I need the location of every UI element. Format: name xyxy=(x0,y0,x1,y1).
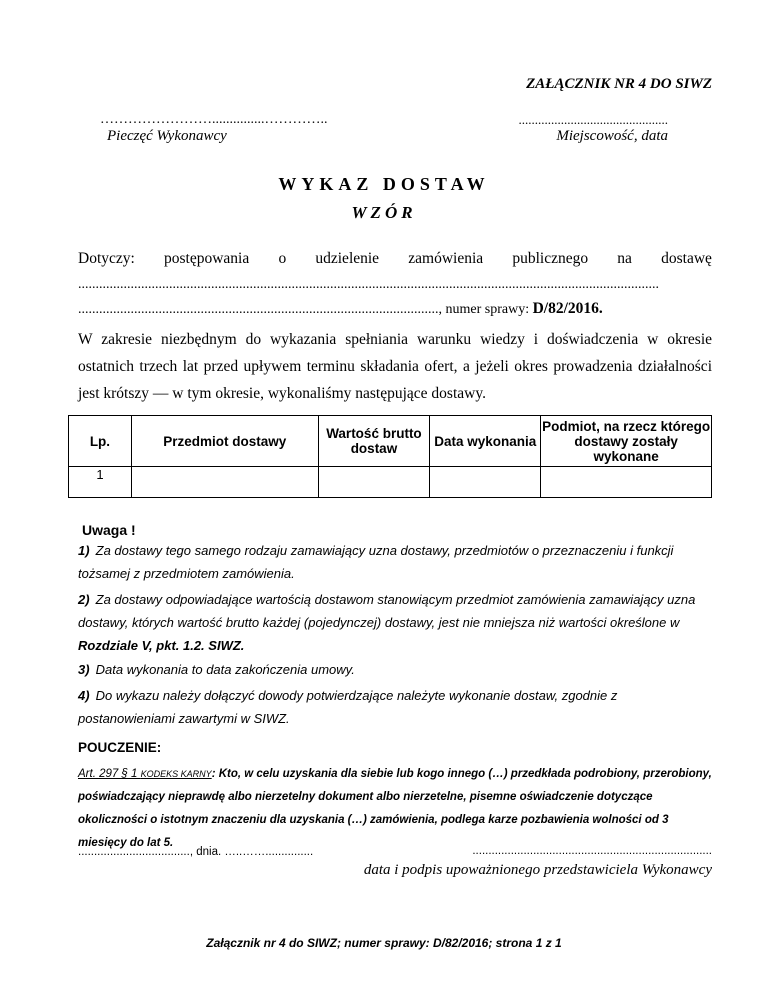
col-header-recipient: Podmiot, na rzecz którego dostawy zostały wykonane xyxy=(541,416,712,467)
note-item xyxy=(78,684,712,730)
table-cell: 1 xyxy=(69,467,132,498)
note-number: 1) xyxy=(78,543,90,558)
case-dotted-prefix: ......................................................................................................., numer sprawy: xyxy=(78,302,533,317)
page-footer: Załącznik nr 4 do SIWZ; numer sprawy: D/82/2016; strona 1 z 1 xyxy=(206,936,562,950)
concerns-word: postępowania xyxy=(164,250,250,267)
note-item xyxy=(78,588,712,657)
table-cell xyxy=(318,467,430,498)
table-cell xyxy=(131,467,318,498)
col-header-date: Data wykonania xyxy=(430,416,541,467)
place-date-label: Miejscowość, data xyxy=(556,128,668,144)
concerns-word: zamówienia xyxy=(408,250,484,267)
signature-dotted-line: ........................................................................... xyxy=(472,845,712,857)
note-item xyxy=(78,658,712,681)
place-date-dotted-line: .............................................. xyxy=(518,112,668,127)
concerns-word: dostawę xyxy=(661,250,712,267)
note-item xyxy=(78,539,712,585)
concerns-word: o xyxy=(278,250,287,267)
note-number: 2) xyxy=(78,592,90,607)
col-header-subject: Przedmiot dostawy xyxy=(131,416,318,467)
annex-heading: ZAŁĄCZNIK NR 4 DO SIWZ xyxy=(526,76,712,92)
table-header-row xyxy=(69,416,712,467)
concerns-word: Dotyczy: xyxy=(78,250,135,267)
date-dotted-line: ..................................., dnia. …..……............... xyxy=(78,846,314,858)
col-header-number: Lp. xyxy=(69,416,132,467)
table-row xyxy=(69,467,712,498)
concerns-word: udzielenie xyxy=(315,250,380,267)
subject-dotted-line: ...................................................................................................................................................................... xyxy=(78,277,659,292)
note-text: Za dostawy odpowiadające wartością dostawom stanowiącym przedmiot zamówienia zamawiający uzna dostawy, których wartość brutto każdej (pojedynczej) dostawy, jest nie mniejsza niż wartości określone w xyxy=(78,592,696,630)
concerns-word: publicznego xyxy=(512,250,589,267)
document-title: WYKAZ DOSTAW xyxy=(278,174,490,194)
law-article-ref: Art. 297 § 1 xyxy=(78,768,141,780)
note-reference: Rozdziale V, pkt. 1.2. SIWZ. xyxy=(78,638,245,653)
notes-title: Uwaga ! xyxy=(82,522,136,538)
concerns-line xyxy=(78,250,712,268)
stamp-label: Pieczęć Wykonawcy xyxy=(107,128,227,144)
note-number: 4) xyxy=(78,688,90,703)
table-cell xyxy=(541,467,712,498)
col-header-value: Wartość brutto dostaw xyxy=(318,416,430,467)
note-text: Za dostawy tego samego rodzaju zamawiający uzna dostawy, przedmiotów o przeznaczeniu i funkcji tożsamej z przedmiotem zamówienia. xyxy=(78,543,674,581)
stamp-dotted-line: ……………………...............………….. xyxy=(100,112,328,127)
case-number: D/82/2016. xyxy=(532,300,603,317)
instruction-text xyxy=(78,763,714,855)
signature-label: data i podpis upoważnionego przedstawiciela Wykonawcy xyxy=(363,862,712,878)
case-number-line xyxy=(78,300,712,318)
deliveries-table xyxy=(68,415,712,498)
document-subtitle: WZÓR xyxy=(351,203,417,222)
instruction-body: : Kto, w celu uzyskania dla siebie lub kogo innego (…) przedkłada podrobiony, przerobiony, poświadczający nieprawdę albo nierzetelny dokument albo nierzetelne, pisemne oświadczenie dotyczące okoliczności o istotnym znaczeniu dla uzyskania (…) zamówienia, podlega karze pozbawienia wolności od 3 miesięcy do lat 5. xyxy=(78,768,712,849)
note-number: 3) xyxy=(78,662,90,677)
table-cell xyxy=(430,467,541,498)
instruction-title: POUCZENIE: xyxy=(78,740,162,755)
intro-paragraph: W zakresie niezbędnym do wykazania spełniania warunku wiedzy i doświadczenia w okresie ostatnich trzech lat przed upływem terminu składania ofert, a jeżeli okres prowadzenia działalności jest krótszy — w tym okresie, wykonaliśmy następujące dostawy. xyxy=(78,331,712,402)
law-code-ref: KODEKS KARNY xyxy=(140,769,212,779)
concerns-word: na xyxy=(617,250,632,267)
note-text: Data wykonania to data zakończenia umowy. xyxy=(95,662,355,677)
note-text: Do wykazu należy dołączyć dowody potwierdzające należyte wykonanie dostaw, zgodnie z postanowieniami zawartymi w SIWZ. xyxy=(78,688,618,726)
